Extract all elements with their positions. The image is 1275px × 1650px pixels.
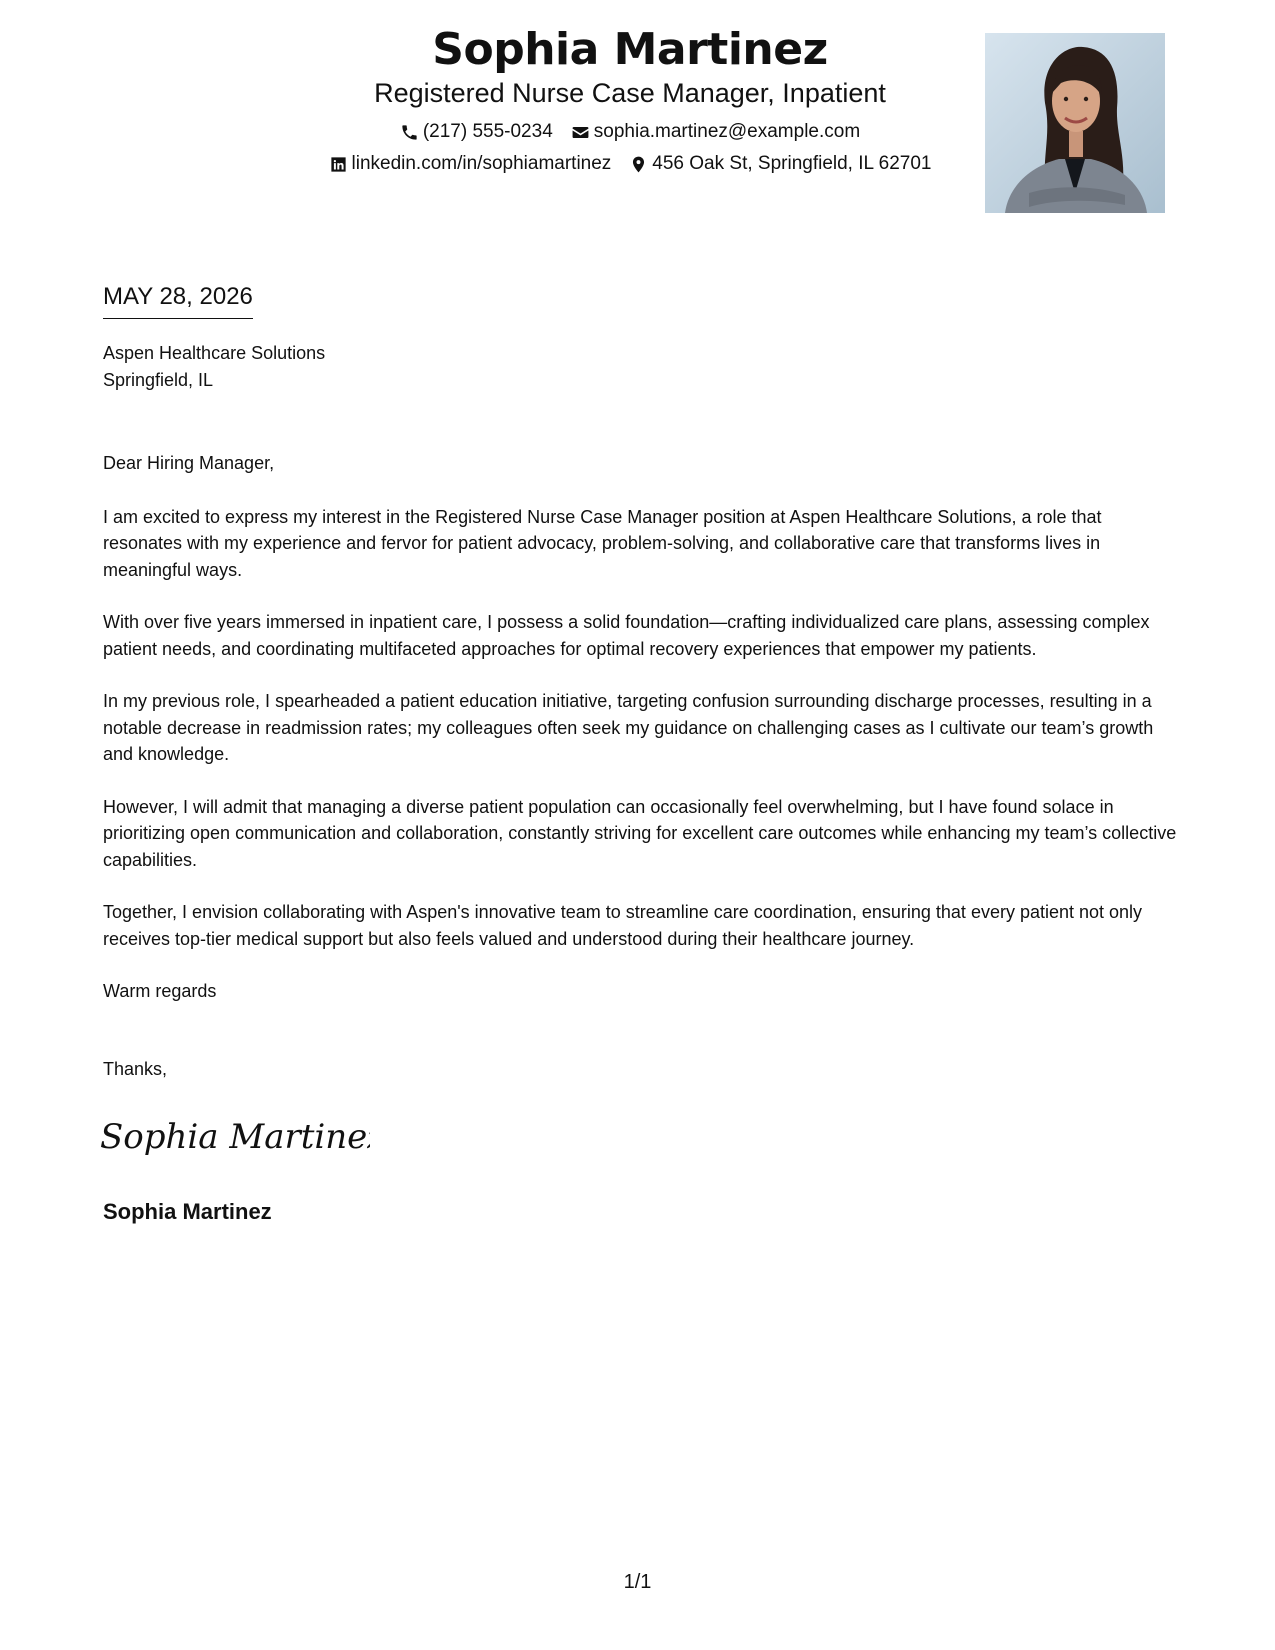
letter-date: MAY 28, 2026 bbox=[103, 282, 253, 319]
street-address: 456 Oak St, Springfield, IL 62701 bbox=[652, 153, 932, 174]
salutation: Dear Hiring Manager, bbox=[103, 453, 275, 473]
envelope-icon bbox=[571, 123, 590, 142]
page-number: 1/1 bbox=[623, 1571, 652, 1593]
closing: Warm regards bbox=[103, 981, 217, 1001]
handwritten-signature bbox=[100, 1112, 370, 1162]
portrait-image bbox=[985, 33, 1165, 213]
email-contact[interactable] bbox=[571, 120, 860, 144]
thanks-line: Thanks, bbox=[103, 1059, 168, 1079]
signoff-name: Sophia Martinez bbox=[103, 1199, 272, 1224]
signature-text: Sophia Martinez bbox=[100, 1117, 370, 1157]
recipient-location: Springfield, IL bbox=[103, 370, 214, 390]
recipient-block bbox=[103, 340, 325, 394]
applicant-name: Sophia Martinez bbox=[432, 24, 828, 75]
email-address: sophia.martinez@example.com bbox=[593, 121, 861, 142]
phone-number: (217) 555-0234 bbox=[422, 121, 553, 142]
letter-body bbox=[103, 450, 1183, 1031]
profile-photo bbox=[985, 33, 1165, 213]
linkedin-url: linkedin.com/in/sophiamartinez bbox=[351, 153, 612, 174]
body-paragraph-3: In my previous role, I spearheaded a patient education initiative, targeting confusion surrounding discharge processes, resulting in a notable decrease in readmission rates; my colleagues often seek my guidance on challenging cases as I cultivate our team’s growth and knowledge. bbox=[103, 691, 1154, 764]
phone-contact[interactable] bbox=[400, 120, 553, 144]
phone-icon bbox=[400, 123, 419, 142]
body-paragraph-2: With over five years immersed in inpatient care, I possess a solid foundation—crafting individualized care plans, assessing complex patient needs, and coordinating multifaceted approaches for optimal recovery experiences that empower my patients. bbox=[103, 612, 1150, 659]
body-paragraph-4: However, I will admit that managing a diverse patient population can occasionally feel overwhelming, but I have found solace in prioritizing open communication and collaboration, constantly striving for excellent care outcomes while enhancing my team’s collective capabilities. bbox=[103, 796, 1177, 870]
job-title: Registered Nurse Case Manager, Inpatient bbox=[374, 78, 886, 108]
linkedin-contact[interactable] bbox=[329, 152, 612, 176]
map-pin-icon bbox=[629, 155, 648, 174]
recipient-company: Aspen Healthcare Solutions bbox=[103, 343, 326, 363]
body-paragraph-5: Together, I envision collaborating with Aspen's innovative team to streamline care coordination, ensuring that every patient not only receives top-tier medical support but also feels valued and understood during their healthcare journey. bbox=[103, 902, 1143, 949]
body-paragraph-1: I am excited to express my interest in the Registered Nurse Case Manager position at Aspen Healthcare Solutions, a role that resonates with my experience and fervor for patient advocacy, problem-solving, and collaborative care that transforms lives in meaningful ways. bbox=[103, 506, 1102, 580]
address-contact bbox=[629, 152, 931, 176]
linkedin-icon bbox=[329, 155, 348, 174]
